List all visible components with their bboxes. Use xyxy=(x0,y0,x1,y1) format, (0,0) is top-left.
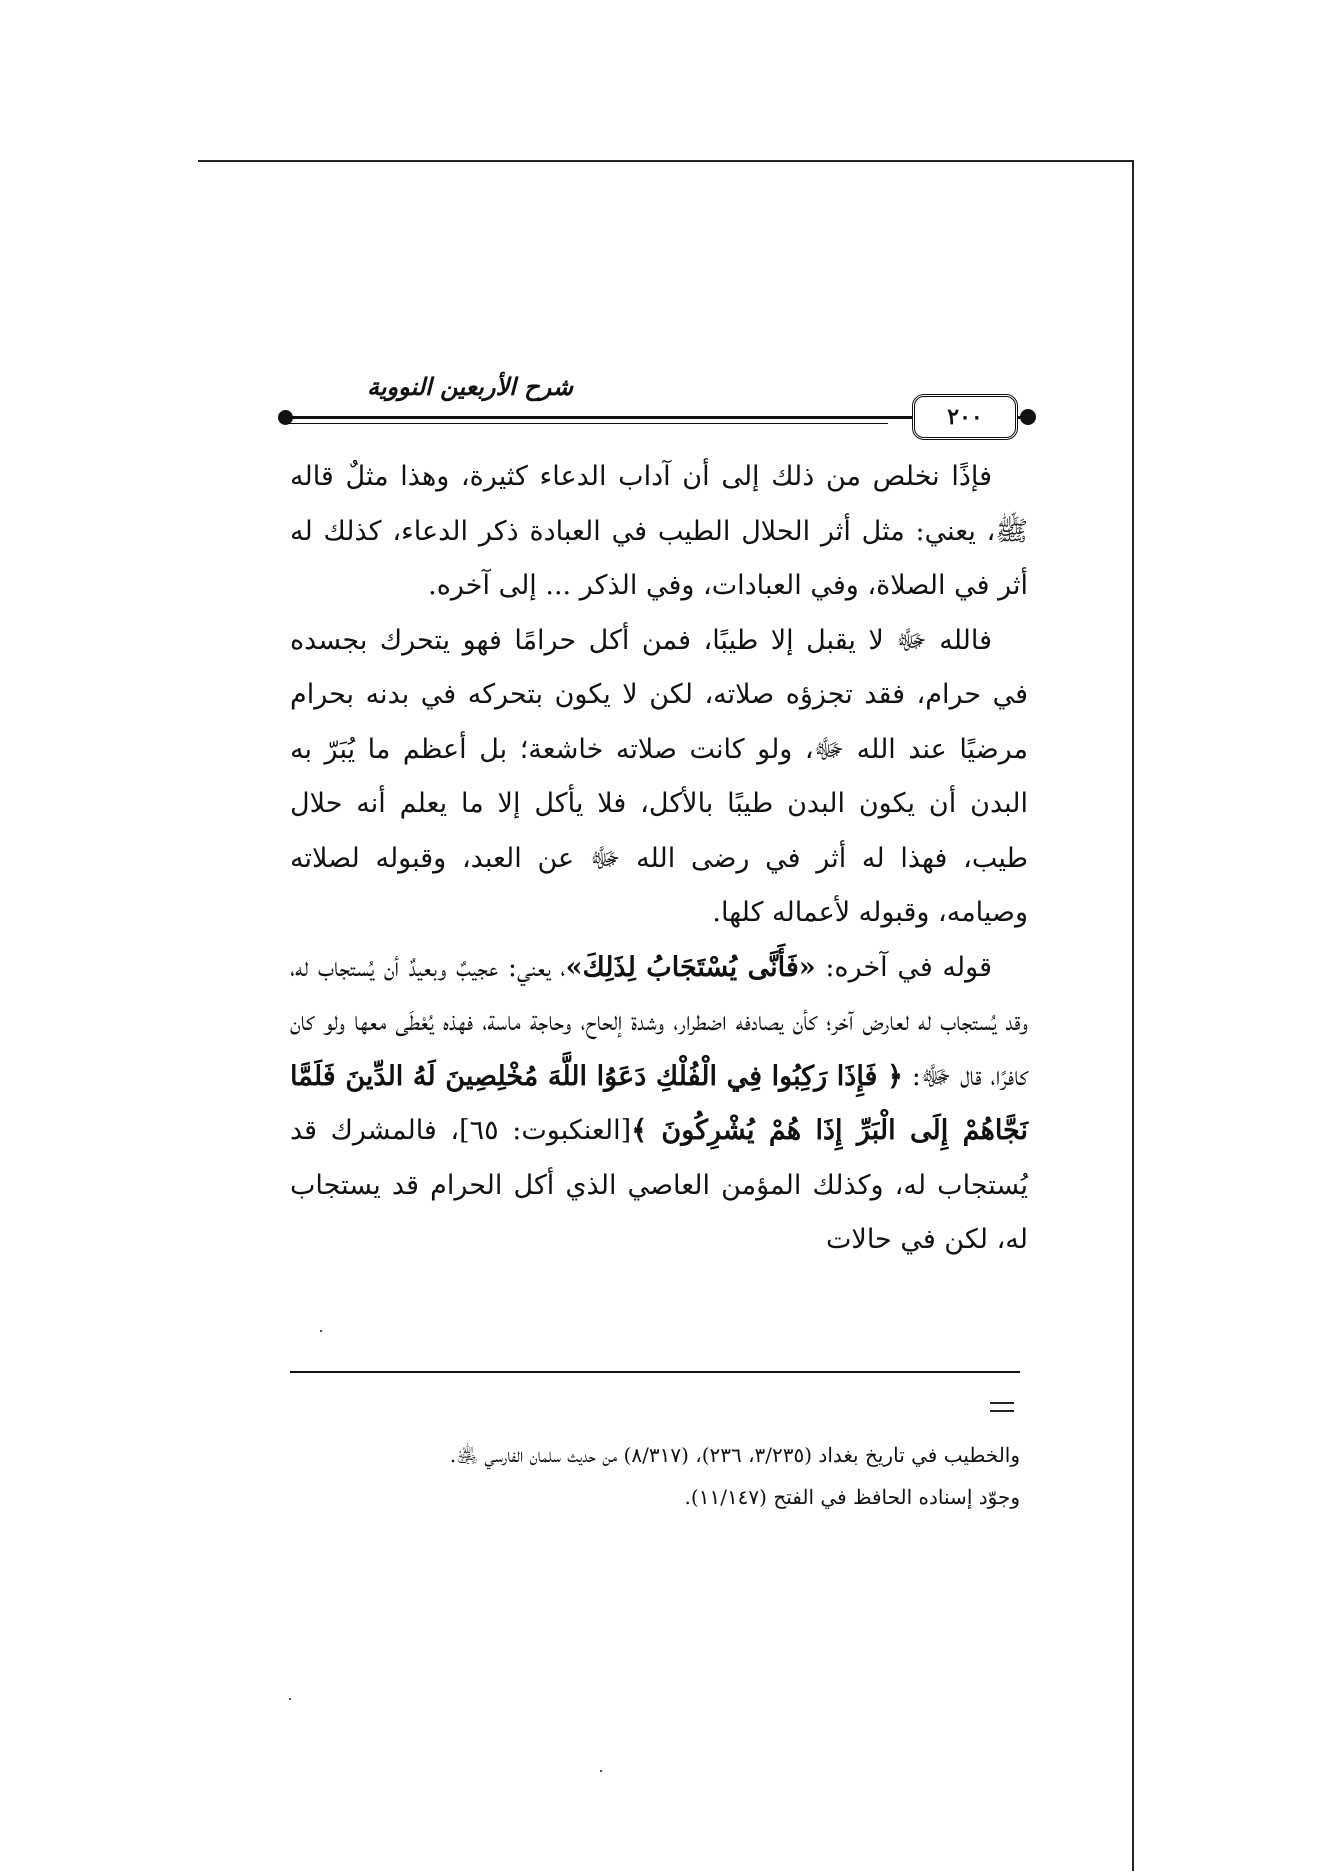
scan-speck xyxy=(289,1698,291,1700)
footnotes xyxy=(300,1434,1020,1518)
crop-line-top xyxy=(198,160,1133,162)
header-rule-thin xyxy=(284,423,888,424)
ornament-dot-left xyxy=(278,410,293,425)
paragraph-3 xyxy=(290,941,1028,1268)
book-title: شرح الأربعين النووية xyxy=(366,372,573,401)
quran-verse: ﴿ فَإِذَا رَكِبُوا فِي الْفُلْكِ دَعَوُا اللَّهَ مُخْلِصِينَ لَهُ الدِّينَ فَلَمَّا نَجَّاهُمْ إِلَى الْبَرِّ إِذَا هُمْ يُشْرِكُونَ ﴾ xyxy=(290,1060,1028,1146)
footnote-continuation-mark xyxy=(990,1402,1014,1412)
paragraph-3-middle: ، يعني: عجيبٌ وبعيدٌ أن يُستجاب له، وقد يُستجاب له لعارض آخر؛ كأن يصادفه اضطرار، وشدة إلحاح، وحاجة ماسة، فهذه يُعْطَى معها ولو كان كافرًا، قال ﷻ: xyxy=(290,951,1028,1092)
page-number-frame xyxy=(912,394,1018,440)
scan-speck xyxy=(320,1330,322,1332)
paragraph-2: فالله ﷻ لا يقبل إلا طيبًا، فمن أكل حرامًا فهو يتحرك بجسده في حرام، فقد تجزؤه صلاته، لكن لا يكون بتحركه في بدنه بحرام مرضيًا عند الله ﷻ، ولو كانت صلاته خاشعة؛ بل أعظم ما يُبَرّ به البدن أن يكون البدن طيبًا بالأكل، فلا يأكل إلا ما يعلم أنه حلال طيب، فهذا له أثر في رضى الله ﷻ عن العبد، وقبوله لصلاته وصيامه، وقبوله لأعماله كلها. xyxy=(290,624,1028,928)
footnote-line-1: والخطيب في تاريخ بغداد (٣/٢٣٥، ٢٣٦)، (٨/٣١٧) من حديث سلمان الفارسي ﵁. xyxy=(449,1443,1020,1467)
crop-line-right xyxy=(1132,160,1134,1871)
paragraph-3-tail: [العنكبوت: ٦٥]، فالمشرك قد يُستجاب له، وكذلك المؤمن العاصي الذي أكل الحرام قد يستجاب له، لكن في حالات xyxy=(290,1115,1028,1255)
page-number: ٢٠٠ xyxy=(947,404,983,430)
ornament-dot-right xyxy=(1020,409,1036,425)
paragraph-3-lead: قوله في آخره: xyxy=(815,951,992,983)
footnote-line-2: وجوّد إسناده الحافظ في الفتح (١١/١٤٧). xyxy=(684,1485,1020,1509)
body-text xyxy=(290,450,1028,1268)
footnote-separator xyxy=(290,1371,1020,1373)
scan-speck xyxy=(600,1770,602,1772)
hadith-quote: «فَأَنَّى يُسْتَجَابُ لِذَلِكَ» xyxy=(565,951,816,983)
paragraph-1: فإذًا نخلص من ذلك إلى أن آداب الدعاء كثيرة، وهذا مثلٌ قاله ﷺ، يعني: مثل أثر الحلال الطيب في العبادة ذكر الدعاء، كذلك له أثر في الصلاة، وفي العبادات، وفي الذكر ... إلى آخره. xyxy=(290,461,1028,601)
page-header xyxy=(278,372,1038,436)
